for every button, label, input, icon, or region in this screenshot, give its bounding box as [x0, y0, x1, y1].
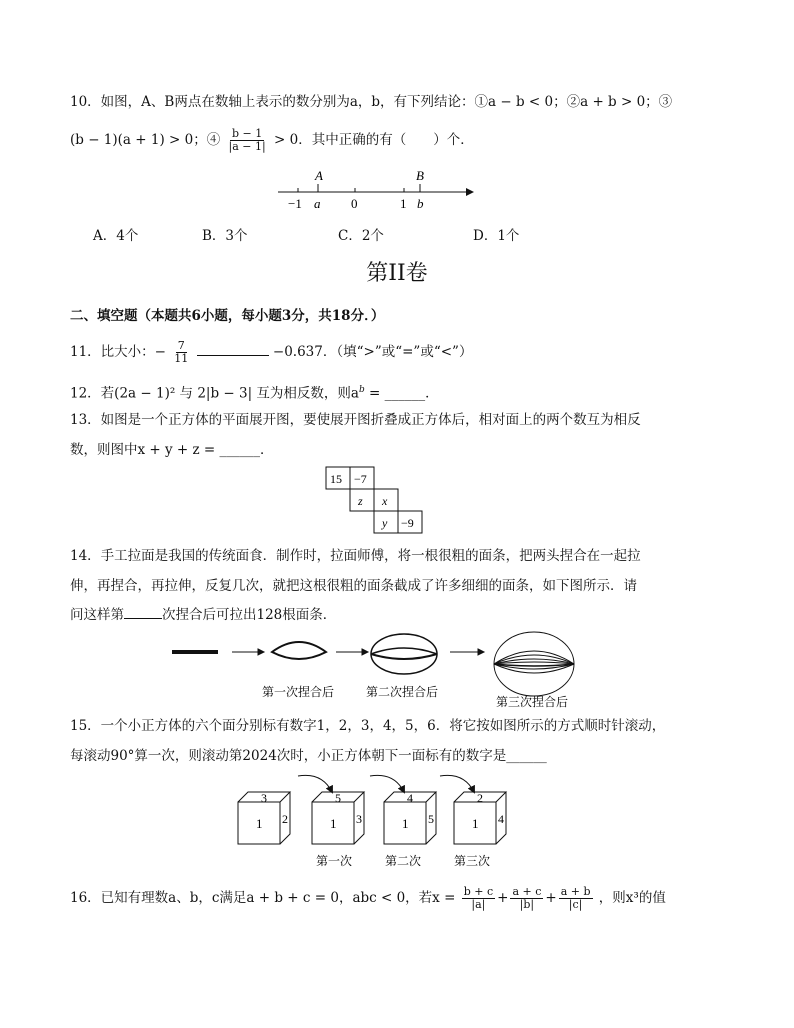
tick-1: 1: [400, 196, 407, 211]
q10-line1: 10．如图，A、B两点在数轴上表示的数分别为a，b，有下列结论：①a − b < 0；②a + b > 0；③: [70, 94, 673, 110]
q10-frac-num: b − 1: [231, 127, 263, 140]
q16-frac-3-num: a + b: [560, 885, 591, 898]
q10-line2-a: (b − 1)(a + 1) > 0；④: [70, 132, 221, 148]
section2-header: 二、填空题（本题共6小题，每小题3分，共18分．）: [70, 308, 385, 324]
q11-frac-num: 7: [177, 339, 185, 352]
q16-frac-1-den: |a|: [471, 898, 486, 911]
q12-text-b: = ______．: [364, 385, 439, 402]
net-cell-m7: −7: [354, 472, 367, 486]
tick-minus1: −1: [288, 196, 302, 211]
cube-caption-2: 第二次: [385, 854, 422, 868]
q12-text-a: 12．若(2a − 1)² 与 2|b − 3| 互为相反数，则a: [70, 385, 359, 402]
cube-4-side: 4: [498, 812, 504, 826]
q11-suffix: −0.637．（填“>”或“=”或“<”）: [272, 344, 473, 360]
q14-line2: 伸，再捏合，再拉伸，反复几次，就把这根很粗的面条截成了许多细细的面条，如下图所示．请: [70, 578, 637, 594]
q15-line1: 15．一个小正方体的六个面分别标有数字1，2，3，4，5，6．将它按如图所示的方式顺时针滚动，: [70, 718, 666, 734]
label-A: A: [315, 168, 323, 183]
cube-3-front: 1: [402, 816, 409, 831]
tick-0: 0: [351, 196, 358, 211]
net-cell-z: z: [358, 494, 363, 508]
q11-answer-blank[interactable]: [197, 341, 269, 356]
q13-line2: 数，则图中x + y + z = ______．: [70, 442, 274, 458]
q13-line1: 13．如图是一个正方体的平面展开图，要使展开图折叠成正方体后，相对面上的两个数互为相反: [70, 412, 641, 428]
q16-frac-2-den: |b|: [519, 898, 535, 911]
q10-line2-b: > 0．其中正确的有（ ）个．: [274, 132, 474, 148]
number-line-figure: [270, 166, 480, 216]
noodle-stage-3: [494, 632, 574, 696]
noodle-figure: [168, 628, 588, 710]
q14-line3: [70, 604, 336, 625]
label-B: B: [416, 168, 424, 183]
q10-option-d: D．1个: [473, 228, 520, 244]
q14-line3-a: 问这样第: [70, 607, 124, 623]
noodle-caption-3: 第三次捏合后: [496, 695, 569, 709]
q14-line3-b: 次捏合后可拉出128根面条．: [162, 607, 337, 623]
cube-4-front: 1: [472, 816, 479, 831]
q16-frac-2: [510, 886, 543, 911]
cube-2-side: 3: [356, 812, 362, 826]
tick-b: b: [417, 196, 424, 211]
cube-3-top: 4: [407, 791, 413, 805]
noodle-caption-2: 第二次捏合后: [366, 685, 439, 699]
net-cell-m9: −9: [401, 516, 414, 530]
cube-caption-3: 第三次: [454, 854, 491, 868]
q10-fraction: [227, 128, 268, 153]
q15-line2: 每滚动90°算一次，则滚动第2024次时，小正方体朝下一面标有的数字是______: [70, 748, 547, 764]
q14-answer-blank[interactable]: [124, 604, 162, 619]
cube-2-top: 5: [335, 791, 341, 805]
tick-a: a: [314, 196, 321, 211]
q14-line1: 14．手工拉面是我国的传统面食．制作时，拉面师傅，将一根很粗的面条，把两头捏合在一起拉: [70, 548, 641, 564]
noodle-stage-1: [272, 642, 326, 659]
q16-frac-3-den: |c|: [568, 898, 583, 911]
q16-frac-1-num: b + c: [463, 885, 494, 898]
q12-line: [70, 380, 439, 404]
q11-fraction: [172, 340, 190, 365]
q10-frac-den: |a − 1|: [228, 140, 266, 153]
rolling-cube-figure: [232, 768, 522, 872]
cube-4-top: 2: [477, 791, 483, 805]
cube-net-figure: [325, 466, 425, 538]
q16-frac-1: [462, 886, 495, 911]
net-cell-x: x: [382, 494, 388, 508]
net-cell-y: y: [382, 516, 388, 530]
q16-text-a: 16．已知有理数a、b，c满足a + b + c = 0，abc < 0，若x =: [70, 890, 460, 906]
q16-frac-2-num: a + c: [512, 885, 542, 898]
q10-line2: [70, 128, 474, 153]
cube-1-top: 3: [261, 791, 267, 805]
noodle-stage-2: [371, 634, 437, 674]
q11-prefix: 11．比大小：−: [70, 344, 166, 360]
q11-frac-den: 11: [174, 352, 189, 365]
cube-3-side: 5: [428, 812, 434, 826]
cube-2-front: 1: [330, 816, 337, 831]
section-title: 第II卷: [366, 261, 428, 286]
q10-option-c: C．2个: [338, 228, 384, 244]
cube-1-side: 2: [282, 812, 288, 826]
noodle-caption-1: 第一次捏合后: [262, 685, 335, 699]
thick-noodle: [172, 650, 218, 654]
cube-1-front: 1: [256, 816, 263, 831]
q16-frac-3: [559, 886, 593, 911]
q10-option-a: A．4个: [93, 228, 139, 244]
q12-sup: b: [358, 385, 365, 395]
net-cell-15: 15: [330, 472, 342, 486]
q16-text-b: ，则x³的值: [598, 890, 666, 906]
q11-line: [70, 340, 472, 365]
q16-line: 16．已知有理数a、b，c满足a + b + c = 0，abc < 0，若x = $\frac{b + c}{|a|}$ + $\frac{a + c}{|b|}$ + $\frac{a + b}{|c|}$ ，则x³的值: [70, 885, 666, 911]
cube-caption-1: 第一次: [316, 854, 353, 868]
q10-option-b: B．3个: [202, 228, 248, 244]
